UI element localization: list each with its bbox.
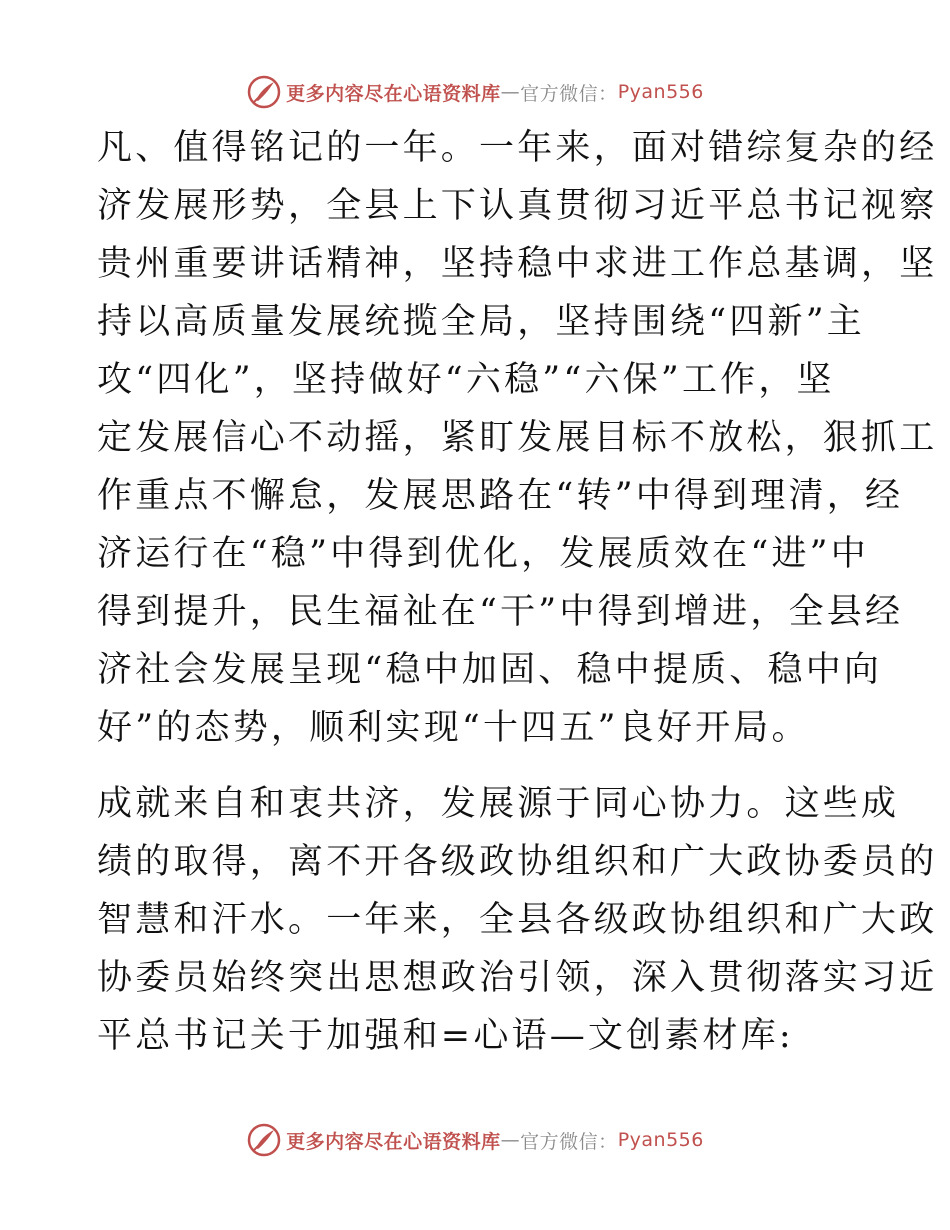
- watermark-dash: —: [500, 81, 521, 103]
- text-line: 绩的取得，离不开各级政协组织和广大政协委员的: [97, 842, 938, 882]
- watermark-dash: —: [500, 1129, 521, 1151]
- text-line: 攻“四化”，坚持做好“六稳”“六保”工作，坚: [97, 360, 835, 400]
- watermark-official-label: 官方微信：: [520, 1130, 618, 1153]
- text-line: 济发展形势，全县上下认真贯彻习近平总书记视察: [97, 186, 938, 226]
- text-line: 协委员始终突出思想政治引领，深入贯彻落实习近: [97, 958, 938, 998]
- watermark-wechat-id: Pyan556: [617, 81, 704, 103]
- text-line: 定发展信心不动摇，紧盯发展目标不放松，狠抓工: [97, 418, 938, 458]
- footer-watermark: [0, 1120, 950, 1160]
- text-line: 得到提升，民生福祉在“干”中得到增进，全县经: [97, 592, 904, 632]
- text-line: 成就来自和衷共济，发展源于同心协力。这些成: [97, 784, 900, 824]
- text-line: 持以高质量发展统揽全局，坚持围绕“四新”主: [97, 302, 865, 342]
- text-line: 济运行在“稳”中得到优化，发展质效在“进”中: [97, 534, 869, 574]
- quill-logo-icon: [246, 1122, 282, 1158]
- text-line: 智慧和汗水。一年来，全县各级政协组织和广大政: [97, 900, 938, 940]
- watermark-main-text: 更多内容尽在心语资料库: [286, 82, 501, 105]
- quill-logo-icon: [246, 74, 282, 110]
- text-line: 作重点不懈怠，发展思路在“转”中得到理清，经: [97, 476, 904, 516]
- text-line: 平总书记关于加强和=心语—文创素材库:: [97, 1016, 794, 1056]
- header-watermark: [0, 72, 950, 112]
- watermark-main-text: 更多内容尽在心语资料库: [286, 1130, 501, 1153]
- watermark-official-label: 官方微信：: [520, 82, 618, 105]
- text-line: 济社会发展呈现“稳中加固、稳中提质、稳中向: [97, 650, 883, 690]
- watermark-wechat-id: Pyan556: [617, 1129, 704, 1151]
- text-line: 凡、值得铭记的一年。一年来，面对错综复杂的经: [97, 128, 938, 168]
- text-line: 贵州重要讲话精神，坚持稳中求进工作总基调，坚: [97, 244, 938, 284]
- text-line: 好”的态势，顺利实现“十四五”良好开局。: [97, 708, 810, 748]
